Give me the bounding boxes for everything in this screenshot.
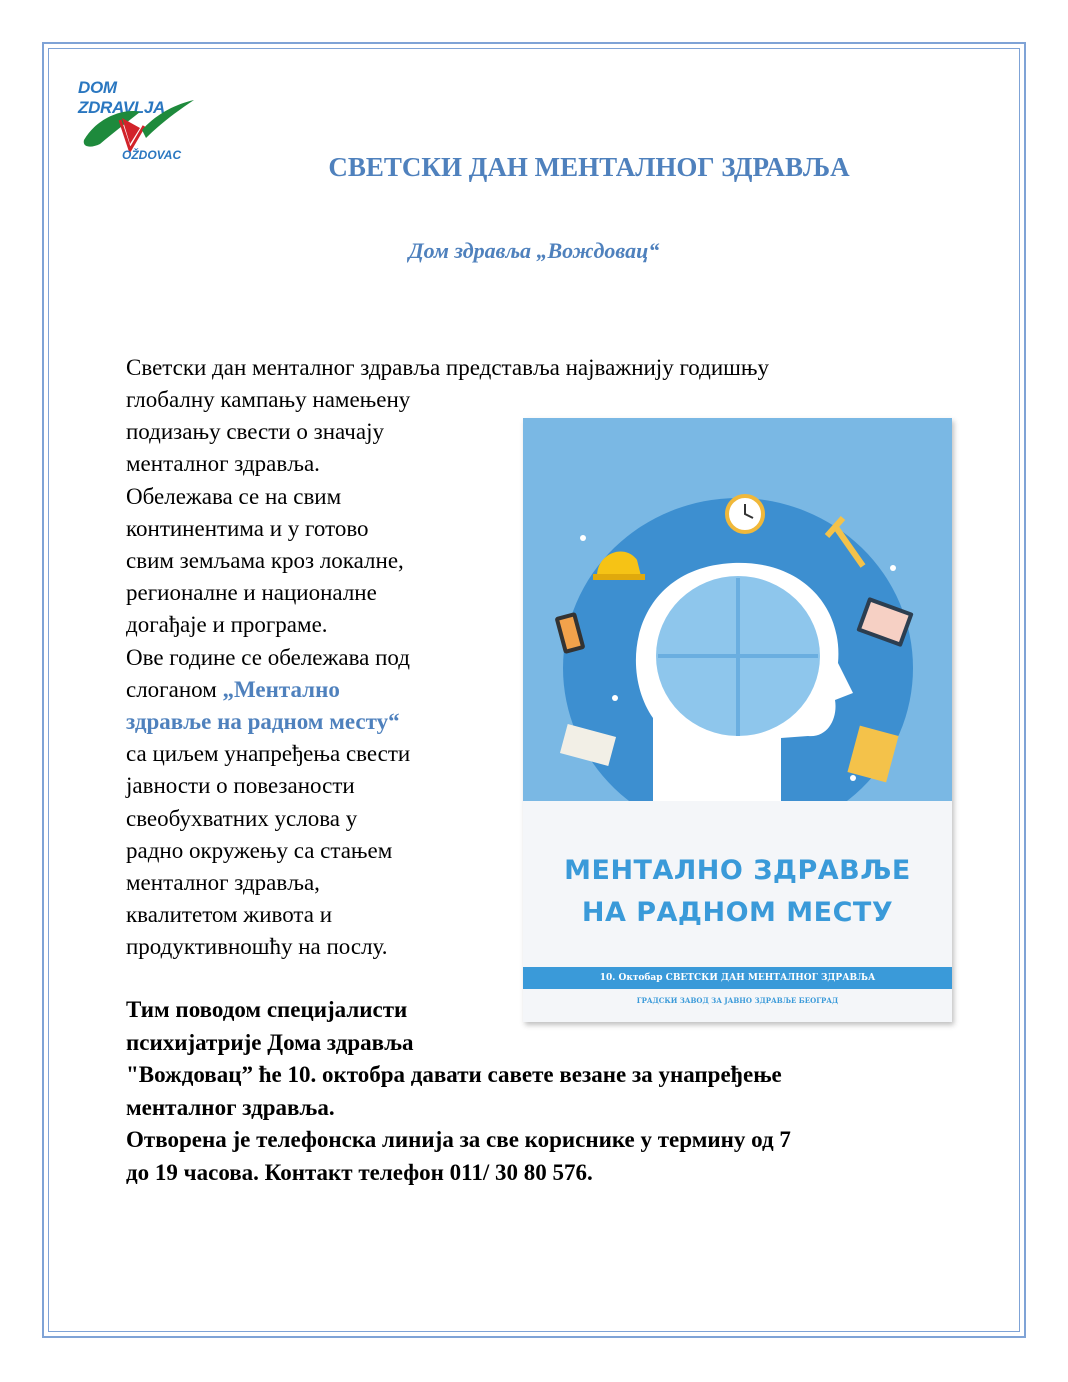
article-line: радно окружењу са стањем — [126, 837, 393, 863]
article-line: Ове године се обележава под — [126, 644, 410, 670]
poster-title-line: МЕНТАЛНО ЗДРАВЉЕ — [564, 855, 911, 886]
poster-organization: ГРАДСКИ ЗАВОД ЗА ЈАВНО ЗДРАВЉЕ БЕОГРАД — [636, 996, 839, 1005]
poster-title-line: НА РАДНОМ МЕСТУ — [581, 897, 894, 928]
bold-line: "Вождовац” ће 10. октобра давати савете везане за унапређење — [126, 1062, 782, 1087]
poster-date-band: 10. Октобар СВЕТСКИ ДАН МЕНТАЛНОГ ЗДРАВЉА — [523, 967, 952, 989]
article-line: континентима и у готово — [126, 515, 369, 541]
article-line: менталног здравља. — [126, 451, 320, 477]
bold-line: психијатрије Дома здравља — [126, 1029, 414, 1055]
article-line: свеобухватних услова у — [126, 805, 358, 831]
article-line: глобалну кампању намењену — [126, 387, 411, 412]
article-line: свим земљама кроз локалне, — [126, 548, 404, 574]
article-line: регионалне и националне — [126, 580, 377, 606]
bold-line: менталног здравља. — [126, 1094, 335, 1120]
page-title: СВЕТСКИ ДАН МЕНТАЛНОГ ЗДРАВЉА — [328, 152, 850, 182]
bold-line: до 19 часова. Контакт телефон 011/ 30 80 576. — [126, 1159, 593, 1185]
bold-line: Тим поводом специјалисти — [126, 997, 408, 1022]
article-line: догађаје и програме. — [126, 612, 328, 638]
poster-title — [523, 850, 952, 934]
article-line: квалитетом живота и — [126, 902, 333, 928]
article-line: Обележава се на свим — [126, 483, 342, 509]
article-body — [126, 384, 566, 964]
head-illustration-icon — [523, 418, 952, 801]
contact-info — [126, 994, 956, 1189]
slogan-line — [126, 674, 566, 706]
article-line: са циљем унапређења свести — [126, 741, 411, 767]
article-line: јавности о повезаности — [126, 773, 355, 799]
logo-bottom-text: OŽDOVAC — [122, 148, 182, 162]
article-first-line: Светски дан менталног здравља представља најважнију годишњу — [126, 355, 770, 380]
slogan-text-2: здравље на радном месту“ — [126, 709, 400, 735]
article-line: менталног здравља, — [126, 870, 320, 896]
logo-top-text: DOM ZDRAVLJA — [78, 78, 166, 117]
campaign-poster — [523, 418, 952, 1022]
page-subtitle: Дом здравља „Вождовац“ — [408, 238, 660, 263]
slogan-text-1: „Ментално — [222, 676, 340, 702]
article-line: подизању свести о значају — [126, 419, 384, 445]
article-line: продуктивношћу на послу. — [126, 934, 388, 960]
bold-line: Отворена је телефонска линија за све кориснике у термину од 7 — [126, 1127, 791, 1152]
slogan-prefix: слоганом — [126, 676, 223, 702]
